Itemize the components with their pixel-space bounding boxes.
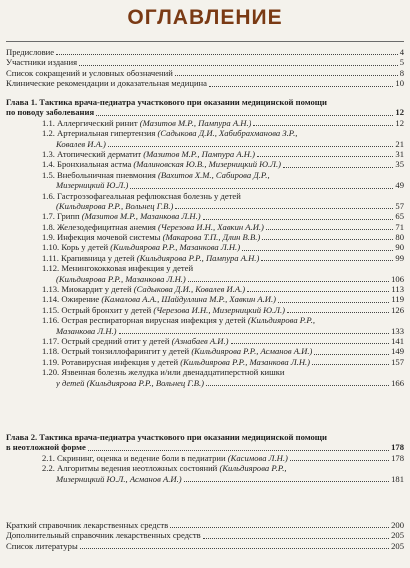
ch1-section-5-cont-line <box>42 201 404 211</box>
ch1-section-0-title <box>42 118 251 128</box>
ch1-section-0 <box>6 118 404 128</box>
ch2-section-1-title <box>42 463 287 473</box>
back-item-2-title: Список литературы <box>6 540 78 551</box>
ch1-section-10-authors: (Кильдиярова Р.Р., Пампура А.Н.) <box>136 252 260 263</box>
ch1-section-10-page: 99 <box>395 252 404 263</box>
front-item-2-page: 8 <box>399 67 404 78</box>
ch2-section-0-page: 178 <box>391 452 404 463</box>
page-title: ОГЛАВЛЕНИЕ <box>127 6 283 29</box>
leader-dots <box>247 291 389 292</box>
ch1-section-15-name: Острая респираторная вирусная инфекция у детей <box>61 315 246 326</box>
ch1-section-15-title <box>42 315 315 325</box>
ch1-section-19-title <box>42 367 285 377</box>
ch1-section-4-title <box>42 170 270 180</box>
chapter-2-heading-line1: Глава 2. Тактика врача-педиатра участкового при оказании медицинской помощи <box>6 432 327 442</box>
ch1-section-19-page: 166 <box>391 377 404 388</box>
ch1-section-3-page: 35 <box>395 159 404 170</box>
back-item-1-page: 205 <box>391 530 404 541</box>
ch1-section-16 <box>6 336 404 346</box>
ch1-section-2-page: 31 <box>395 148 404 159</box>
ch1-section-7-page: 71 <box>395 221 404 232</box>
leader-dots <box>231 343 390 344</box>
ch1-section-9-line <box>42 242 404 252</box>
ch1-section-17-line <box>42 346 404 356</box>
ch2-section-1-page: 181 <box>391 473 404 484</box>
ch1-section-14-page: 126 <box>391 304 404 315</box>
ch1-section-3-line <box>42 159 404 169</box>
ch1-section-8-page: 80 <box>395 232 404 243</box>
ch1-section-18-name: Ротавирусная инфекция у детей <box>61 356 179 367</box>
ch1-section-15 <box>6 315 404 336</box>
chapter-2-heading-line2: в неотложной форме 178 <box>6 442 404 453</box>
ch1-section-1 <box>6 128 404 149</box>
ch1-section-14-num: 1.15. <box>42 304 62 315</box>
ch1-section-17-authors: (Кильдиярова Р.Р., Асманов А.И.) <box>191 346 313 357</box>
ch1-section-5 <box>6 191 404 212</box>
ch1-section-10-num: 1.11. <box>42 252 62 263</box>
ch1-section-15-page: 133 <box>391 325 404 336</box>
back-item-0-page: 200 <box>391 519 404 530</box>
ch1-section-1-title <box>42 128 297 138</box>
ch1-section-9-page: 90 <box>395 242 404 253</box>
leader-dots <box>262 239 393 240</box>
ch1-section-11-num: 1.12. <box>42 263 62 274</box>
ch1-section-2-num: 1.3. <box>42 148 58 159</box>
back-item-2 <box>6 541 404 551</box>
front-item-1 <box>6 57 404 67</box>
ch1-section-7-authors: (Черезова И.Н., Хавкин А.И.) <box>158 221 264 232</box>
chapter-1 <box>6 97 404 388</box>
ch1-section-17-name: Острый тонзиллофарингит у детей <box>61 346 190 357</box>
ch1-section-10 <box>6 253 404 263</box>
ch1-section-3-num: 1.4. <box>42 159 58 170</box>
chapter-1-heading-line1: Глава 1. Тактика врача-педиатра участкового при оказании медицинской помощи <box>6 97 327 107</box>
front-item-3-page: 10 <box>395 78 404 89</box>
front-item-0-title: Предисловие <box>6 46 55 57</box>
ch1-section-12-num: 1.13. <box>42 284 62 295</box>
front-item-3 <box>6 78 404 88</box>
ch1-section-9-num: 1.10. <box>42 242 62 253</box>
ch1-section-19-cont-line <box>42 378 404 388</box>
back-item-0 <box>6 520 404 530</box>
ch1-section-9-name: Корь у детей <box>61 242 109 253</box>
ch1-section-3-name: Бронхиальная астма <box>57 159 132 170</box>
ch1-section-7-line <box>42 222 404 232</box>
ch2-section-0-line <box>42 453 404 463</box>
ch1-section-2-authors: (Мазитов М.Р., Пампура А.Н.) <box>143 148 255 159</box>
ch1-section-11-title <box>42 263 193 273</box>
ch1-section-2-title <box>42 149 255 159</box>
ch1-section-5-name: Гастроэзофагеальная рефлюксная болезнь у детей <box>57 190 241 201</box>
ch1-section-7-title <box>42 222 264 232</box>
leader-dots <box>203 538 389 539</box>
ch1-section-6-page: 65 <box>395 211 404 222</box>
chapter-1-sections <box>6 118 404 388</box>
leader-dots <box>278 302 389 303</box>
leader-dots <box>119 333 390 334</box>
ch1-section-1-cont-line <box>42 139 404 149</box>
ch1-section-8-name: Инфекция мочевой системы <box>57 232 161 243</box>
ch1-section-8-num: 1.9. <box>42 232 58 243</box>
leader-dots <box>266 229 394 230</box>
ch1-section-12-title <box>42 284 245 294</box>
leader-dots <box>203 219 394 220</box>
ch1-section-14-title <box>42 305 285 315</box>
ch1-section-6 <box>6 211 404 221</box>
ch1-section-1-num: 1.2. <box>42 128 58 139</box>
ch1-section-10-title <box>42 253 259 263</box>
ch2-section-0-num: 2.1. <box>42 452 58 463</box>
ch1-section-0-num: 1.1. <box>42 117 58 128</box>
ch2-section-1-line <box>42 463 404 473</box>
leader-dots <box>188 281 389 282</box>
ch1-section-5-line <box>42 191 404 201</box>
ch1-section-8 <box>6 232 404 242</box>
ch1-section-13 <box>6 294 404 304</box>
front-item-0-page: 4 <box>399 46 404 57</box>
ch1-section-12 <box>6 284 404 294</box>
ch1-section-7-name: Железодефицитная анемия <box>57 221 156 232</box>
ch1-section-3-authors: (Малиновская Ю.В., Мизерницкий Ю.Л.) <box>133 159 282 170</box>
ch1-section-6-name: Грипп <box>57 211 80 222</box>
ch1-section-0-authors: (Мазитов М.Р., Пампура А.Н.) <box>139 117 252 128</box>
ch1-section-5-cont: (Кильдиярова Р.Р., Вольнец Г.В.) <box>56 200 174 211</box>
ch1-section-16-authors: (Азнабаев А.И.) <box>171 335 229 346</box>
leader-dots <box>79 65 398 66</box>
ch1-section-19-cont: у детей (Кильдиярова Р.Р., Вольнец Г.В.) <box>56 377 204 388</box>
ch1-section-16-page: 141 <box>391 335 404 346</box>
ch1-section-10-line <box>42 253 404 263</box>
ch1-section-3 <box>6 159 404 169</box>
ch1-section-5-num: 1.6. <box>42 190 58 201</box>
leader-dots <box>184 481 390 482</box>
ch1-section-16-num: 1.17. <box>42 335 62 346</box>
ch1-section-4-page: 49 <box>395 180 404 191</box>
leader-dots <box>175 75 398 76</box>
ch1-section-14-name: Острый бронхит у детей <box>61 304 152 315</box>
ch1-section-13-num: 1.14. <box>42 294 62 305</box>
ch1-section-11-name: Менингококковая инфекция у детей <box>61 263 194 274</box>
ch1-section-9-authors: (Кильдиярова Р.Р., Мазанкова Л.Н.) <box>110 242 241 253</box>
ch1-section-13-page: 119 <box>391 294 404 305</box>
ch1-section-13-title <box>42 294 276 304</box>
ch1-section-1-cont: Ковалев И.А.) <box>56 138 106 149</box>
ch1-section-2-name: Атопический дерматит <box>57 148 142 159</box>
leader-dots <box>287 312 389 313</box>
ch1-section-6-authors: (Мазитов М.Р., Мазанкова Л.Н.) <box>81 211 201 222</box>
ch1-section-18-authors: (Кильдиярова Р.Р., Мазанкова Л.Н.) <box>180 356 311 367</box>
ch1-section-17 <box>6 346 404 356</box>
leader-dots <box>314 354 389 355</box>
ch2-section-1-authors: (Кильдиярова Р.Р., <box>219 463 287 474</box>
ch2-section-0-name: Скрининг, оценка и ведение боли в педиатрии <box>57 452 226 463</box>
ch2-section-0 <box>6 453 404 463</box>
ch1-section-12-page: 113 <box>391 284 404 295</box>
front-matter-list <box>6 47 404 89</box>
title-rule <box>6 41 404 42</box>
ch1-section-15-line <box>42 315 404 325</box>
front-item-0 <box>6 47 404 57</box>
ch1-section-18-num: 1.19. <box>42 356 62 367</box>
ch1-section-16-line <box>42 336 404 346</box>
ch1-section-18-line <box>42 357 404 367</box>
ch1-section-2 <box>6 149 404 159</box>
ch1-section-4-authors: (Вахитов Х.М., Сабирова Д.Р., <box>157 169 270 180</box>
chapter-2 <box>6 432 404 484</box>
back-item-2-page: 205 <box>391 540 404 551</box>
ch1-section-16-title <box>42 336 229 346</box>
ch1-section-14 <box>6 305 404 315</box>
chapter-1-page: 12 <box>395 107 404 118</box>
ch1-section-9-title <box>42 242 240 252</box>
ch1-section-4-name: Внебольничная пневмония <box>57 169 156 180</box>
ch1-section-13-name: Ожирение <box>61 294 100 305</box>
ch1-section-11 <box>6 263 404 284</box>
leader-dots <box>312 364 389 365</box>
ch2-section-1-num: 2.2. <box>42 463 58 474</box>
front-item-2-title: Список сокращений и условных обозначений <box>6 67 173 78</box>
ch2-section-1 <box>6 463 404 484</box>
ch1-section-2-line <box>42 149 404 159</box>
front-item-1-title: Участники издания <box>6 57 78 68</box>
leader-dots <box>170 527 389 528</box>
leader-dots <box>80 548 389 549</box>
ch1-section-18-title <box>42 357 310 367</box>
back-item-0-title: Краткий справочник лекарственных средств <box>6 519 169 530</box>
back-item-1-title: Дополнительный справочник лекарственных средств <box>6 530 201 541</box>
ch1-section-11-cont: (Кильдиярова Р.Р., Мазанкова Л.Н.) <box>56 273 186 284</box>
chapter-1-heading-line2: по поводу заболевания 12 <box>6 107 404 118</box>
ch1-section-0-page: 12 <box>395 117 404 128</box>
ch1-section-11-cont-line <box>42 274 404 284</box>
ch1-section-13-authors: (Камалова А.А., Шайдуллина М.Р., Хавкин А.И.) <box>101 294 277 305</box>
ch1-section-15-authors: (Кильдиярова Р.Р., <box>247 315 316 326</box>
leader-dots <box>253 125 393 126</box>
ch1-section-17-num: 1.18. <box>42 346 62 357</box>
ch1-section-0-line <box>42 118 404 128</box>
ch1-section-5-page: 57 <box>395 200 404 211</box>
ch2-section-0-authors: (Касимова Л.Н.) <box>227 452 288 463</box>
ch1-section-4-num: 1.5. <box>42 169 58 180</box>
ch1-section-1-page: 21 <box>395 138 404 149</box>
leader-dots <box>242 250 393 251</box>
ch1-section-19-name: Язвенная болезнь желудка и/или двенадцатиперстной кишки <box>61 367 285 378</box>
ch1-section-3-title <box>42 159 281 169</box>
ch1-section-4-line <box>42 170 404 180</box>
leader-dots <box>261 260 393 261</box>
leader-dots <box>56 54 398 55</box>
ch2-section-1-cont-line <box>42 474 404 484</box>
ch1-section-14-line <box>42 305 404 315</box>
ch1-section-1-name: Артериальная гипертензия <box>57 128 156 139</box>
ch1-section-18-page: 157 <box>391 356 404 367</box>
ch1-section-10-name: Крапивница у детей <box>61 252 135 263</box>
chapter-2-page: 178 <box>391 442 404 453</box>
ch1-section-19-line <box>42 367 404 377</box>
back-item-1 <box>6 530 404 540</box>
ch1-section-13-line <box>42 294 404 304</box>
ch1-section-7 <box>6 222 404 232</box>
leader-dots <box>206 385 389 386</box>
leader-dots <box>130 188 393 189</box>
back-matter-list <box>6 520 404 551</box>
leader-dots <box>175 208 393 209</box>
leader-dots <box>290 460 389 461</box>
ch1-section-6-num: 1.7. <box>42 211 58 222</box>
ch1-section-12-authors: (Садыкова Д.И., Ковалев И.А.) <box>133 284 246 295</box>
ch1-section-1-line <box>42 128 404 138</box>
ch1-section-19 <box>6 367 404 388</box>
ch1-section-15-num: 1.16. <box>42 315 62 326</box>
ch1-section-17-page: 149 <box>391 346 404 357</box>
ch1-section-4-cont: Мизерницкий Ю.Л.) <box>56 180 129 191</box>
ch1-section-12-name: Миокардит у детей <box>61 284 132 295</box>
ch2-section-1-cont: Мизерницкий Ю.Л., Асманов А.И.) <box>56 473 182 484</box>
ch1-section-11-line <box>42 263 404 273</box>
front-item-2 <box>6 68 404 78</box>
ch1-section-8-line <box>42 232 404 242</box>
ch1-section-15-cont-line <box>42 326 404 336</box>
ch1-section-9 <box>6 242 404 252</box>
ch1-section-17-title <box>42 346 312 356</box>
leader-dots <box>283 167 393 168</box>
ch1-section-18 <box>6 357 404 367</box>
ch1-section-5-title <box>42 191 241 201</box>
front-item-1-page: 5 <box>399 57 404 68</box>
ch1-section-8-title <box>42 232 260 242</box>
leader-dots <box>257 156 393 157</box>
ch1-section-12-line <box>42 284 404 294</box>
ch1-section-15-cont: Мазанкова Л.Н.) <box>56 325 117 336</box>
ch1-section-8-authors: (Макарова Т.П., Длин В.В.) <box>162 232 261 243</box>
ch2-section-0-title <box>42 453 288 463</box>
ch1-section-4 <box>6 170 404 191</box>
ch1-section-11-page: 106 <box>391 273 404 284</box>
ch1-section-19-num: 1.20. <box>42 367 62 378</box>
leader-dots <box>209 86 393 87</box>
ch1-section-0-name: Аллергический ринит <box>57 117 138 128</box>
ch1-section-6-title <box>42 211 201 221</box>
ch1-section-16-name: Острый средний отит у детей <box>61 335 170 346</box>
ch1-section-14-authors: (Черезова И.Н., Мизерницкий Ю.Л.) <box>153 304 286 315</box>
ch1-section-4-cont-line <box>42 180 404 190</box>
chapter-2-sections <box>6 453 404 484</box>
ch1-section-6-line <box>42 211 404 221</box>
ch1-section-7-num: 1.8. <box>42 221 58 232</box>
ch2-section-1-name: Алгоритмы ведения неотложных состояний <box>57 463 218 474</box>
ch1-section-1-authors: (Садыкова Д.И., Хабибрахманова З.Р., <box>157 128 298 139</box>
leader-dots <box>108 146 393 147</box>
front-item-3-title: Клинические рекомендации и доказательная медицина <box>6 78 207 89</box>
